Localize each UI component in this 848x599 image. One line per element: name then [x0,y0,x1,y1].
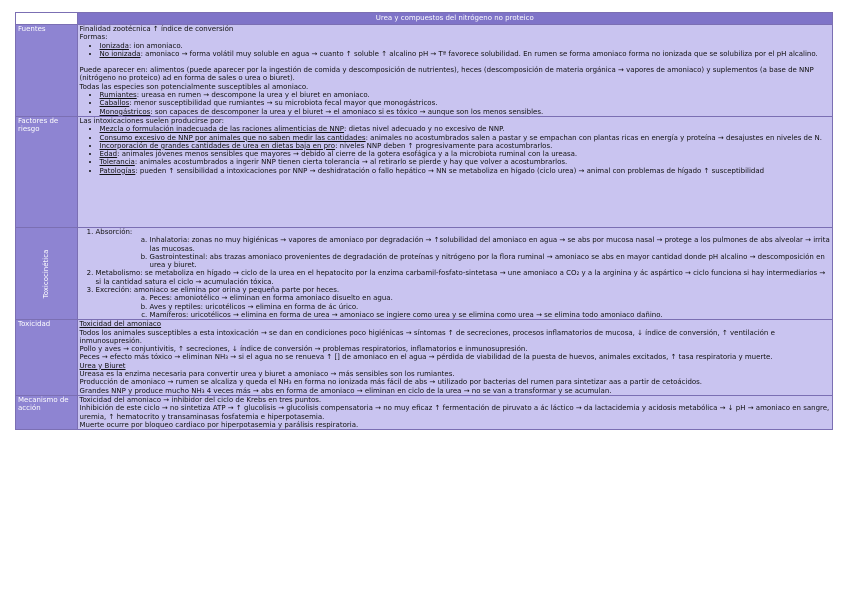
mecanismo-content [77,395,832,429]
toxicidad-paragraph: Peces → efecto más tóxico → eliminan NH₃ → si el agua no se renueva ↑ [] de amoniaco en el agua → pérdida de viabilidad de la puesta de huevos, animales excitados, ↑ tasa respiratoria y muerte. [79,353,773,362]
list-item: b. Aves y reptiles: uricotélicos → elimina en forma de ác úrico. [150,303,830,311]
toxicidad-paragraph: Pollo y aves → conjuntivitis, ↑ secreciones, ↓ índice de conversión → problemas respiratorios, inflamatorios e inmunosupresión. [79,345,528,354]
list-item [100,134,830,142]
toxicidad-paragraph: Ureasa es la enzima necesaria para convertir urea y biuret a amoniaco → más sensibles son los rumiantes. [79,370,455,379]
item-term: Edad [99,150,118,159]
item-term: Rumiantes [99,91,137,100]
fuentes-label: Fuentes [16,25,78,117]
fuentes-content [77,25,832,117]
item-term: No ionizada [99,49,141,58]
list-item: a. Peces: amoniotélico → eliminan en forma amoniaco disuelto en agua. [150,294,830,302]
item-text: : ureasa en rumen → descompone la urea y el biuret en amoniaco. [136,91,370,100]
toxicocinetica-content [77,227,832,319]
factores-label: Factores de riesgo [16,116,78,227]
toxicidad-paragraph: Todos los animales susceptibles a esta intoxicación → se dan en condiciones poco higiénicas → síntomas ↑ de secreciones, procesos inflamatorios de mucosa, ↓ índice de conversión, ↑ ventilación e inmunosupresión. [79,328,775,345]
fuentes-line: Formas: [79,33,108,42]
factores-row [16,116,833,227]
excrecion-title: Excreción: amoniaco se elimina por orina y pequeña parte por heces. [95,286,340,295]
mecanismo-line: Toxicidad del amoniaco → inhibidor del ciclo de Krebs en tres puntos. [79,395,322,404]
absorcion-title: Absorción: [95,227,133,236]
mecanismo-line: Muerte ocurre por bloqueo cardiaco por hiperpotasemia y parálisis respiratoria. [79,420,359,429]
list-item: a. Inhalatoria: zonas no muy higiénicas → vapores de amoniaco por degradación → ↑solubilidad del amoniaco en agua → se abs por mucosa nasal → protege a los pulmones de abs alveolar → irrita las mucosas. [150,236,830,253]
mecanismo-label: Mecanismo de acción [16,395,78,429]
fuentes-line: Finalidad zootécnica ↑ índice de conversión [79,25,234,33]
factores-intro: Las intoxicaciones suelen producirse por: [79,116,225,125]
list-item [100,125,830,133]
toxicidad-content [77,320,832,396]
list-item [100,99,830,107]
list-item: b. Gastrointestinal: abs trazas amoniaco provenientes de degradación de proteínas y nitrógeno por la flora ruminal → amoniaco se abs en mayor cantidad donde pH alcalino → descomposición en urea y biuret. [150,253,830,270]
item-text: : animales jóvenes menos sensibles que mayores → debido al cierre de la gotera esofágica y a la microbiota ruminal con la ureasa. [117,150,578,159]
header-row [16,13,833,25]
item-text: : amoniaco → forma volátil muy soluble en agua → cuanto ↑ soluble ↑ alcalino pH → Tª favorece solubilidad. En rumen se forma amoniaco forma no ionizada que se solubiliza por el pH alcalino. [140,49,818,58]
fuentes-paragraph: Todas las especies son potencialmente susceptibles al amoniaco. [79,82,309,91]
toxicidad-label: Toxicidad [16,320,78,396]
item-term: Mezcla o formulación inadecuada de las raciones alimenticias de NNP [99,125,345,134]
item-text: : animales no acostumbrados salen a pastar y se empachan con plantas ricas en energía y proteína → desajustes en niveles de N. [365,133,822,142]
item-text: : animales acostumbrados a ingerir NNP tienen cierta tolerancia → al retirarlo se pierde y hay que volver a acostumbrarlos. [134,158,568,167]
list-item [96,228,830,269]
list-item [100,108,830,116]
header-empty-cell [16,13,78,25]
item-term: Caballos [99,99,130,108]
fuentes-paragraph: Puede aparecer en: alimentos (puede aparecer por la ingestión de comida y descomposición de nutrientes), heces (descomposición de materia orgánica → vapores de amoniaco) y suplementos (a base de NNP (nitrógeno no proteico) ad en forma de sales o urea o biuret). [79,66,814,83]
formas-list [80,42,830,59]
toxicocinetica-row [16,227,833,319]
list-item [96,286,830,319]
toxicidad-heading: Toxicidad del amoniaco [79,320,162,329]
mecanismo-row [16,395,833,429]
toxicocinetica-list [80,228,830,319]
list-item [100,91,830,99]
list-item: 2. Metabolismo: se metaboliza en hígado → ciclo de la urea en el hepatocito por la enzima carbamil-fosfato-sintetasa → une amoniaco a CO₂ y a la arginina y ác aspártico → ciclo funciona si hay intermediarios → si la cantidad satura el ciclo → acumulación tóxica. [96,269,830,286]
factores-list [80,125,830,175]
item-term: Consumo excesivo de NNP por animales que no saben medir las cantidades [99,133,366,142]
especies-list [80,91,830,116]
excrecion-sublist [96,294,830,319]
list-item [100,158,830,166]
item-text: : niveles NNP deben ↑ progresivamente para acostumbrarlos. [335,141,553,150]
toxicidad-row [16,320,833,396]
item-text: : pueden ↑ sensibilidad a intoxicaciones por NNP → deshidratación o fallo hepático → NN se metaboliza en hígado (ciclo urea) → animal con problemas de hígado ↑ susceptibilidad [135,166,765,175]
document-sheet [15,12,833,430]
item-term: Ionizada [99,41,129,50]
list-item [100,42,830,50]
item-text: : dietas nivel adecuado y no excesivo de NNP. [344,125,505,134]
list-item [100,142,830,150]
list-item [100,50,830,58]
item-text: : ion amoniaco. [128,41,183,50]
toxicocinetica-label-cell [16,227,78,319]
spacer [80,58,830,66]
item-term: Incorporación de grandes cantidades de urea en dietas baja en pro [99,141,336,150]
item-term: Patologías [99,166,136,175]
table-title: Urea y compuestos del nitrógeno no proteico [77,13,832,25]
urea-biuret-heading: Urea y Biuret [79,361,126,370]
item-term: Monogástricos [99,107,151,116]
fuentes-row [16,25,833,117]
item-term: Tolerancia [99,158,135,167]
toxicidad-paragraph: Grandes NNP y produce mucho NH₃ 4 veces más → abs en forma de amoniaco → eliminan en ciclo de la urea → no se van a transformar y se acumulan. [79,386,612,395]
summary-table [15,12,833,430]
list-item: c. Mamíferos: uricotélicos → elimina en forma de urea → amoniaco se ingiere como urea y se elimina como urea → se elimina todo amoniaco dañino. [150,311,830,319]
mecanismo-line: Inhibición de este ciclo → no sintetiza ATP → ↑ glucolisis → glucolisis compensatoria → no muy eficaz ↑ fermentación de piruvato a ác láctico → da lactacidemia y acidosis metabólica → ↓ pH → amoniaco en sangre, uremia, ↑ hematocrito y transaminasas fosfatemia e hiperpotasemia. [79,404,830,421]
item-text: : son capaces de descomponer la urea y el biuret → el amoniaco si es tóxico → aunque son los menos sensibles. [150,107,544,116]
item-text: : menor susceptibilidad que rumiantes → su microbiota fecal mayor que monogástricos. [129,99,438,108]
toxicocinetica-label: Toxicocinética [42,249,51,298]
list-item [100,167,830,175]
toxicidad-paragraph: Producción de amoniaco → rumen se alcaliza y queda el NH₃ en forma no ionizada más fácil de abs → utilizado por bacterias del rumen para sintetizar aas a partir de cetoácidos. [79,378,703,387]
list-item [100,150,830,158]
absorcion-sublist [96,236,830,269]
factores-content [77,116,832,227]
